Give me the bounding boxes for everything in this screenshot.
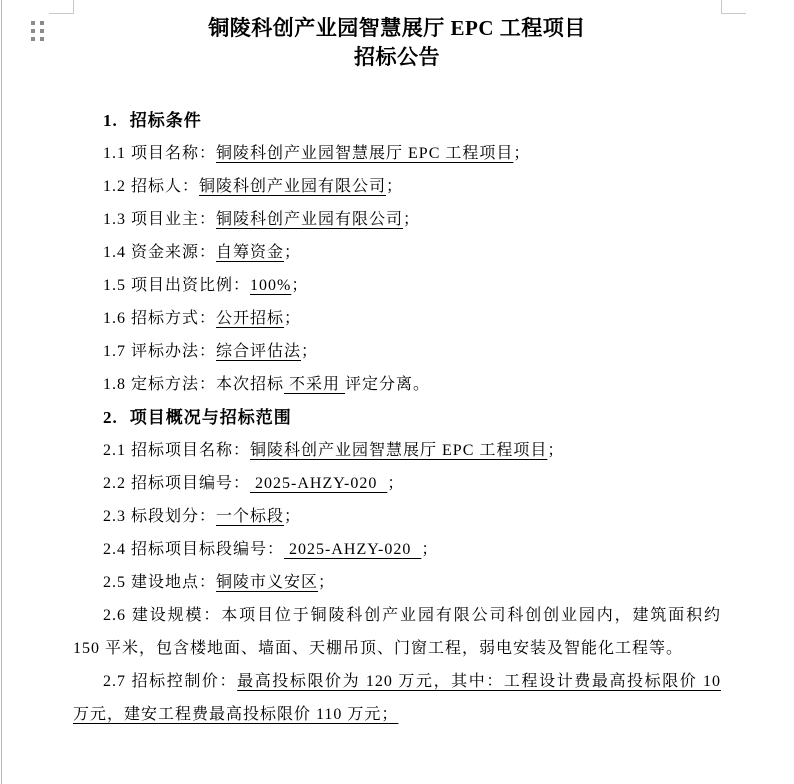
item-label: 1.8 定标方法：本次招标 <box>103 376 285 393</box>
drag-handle-icon[interactable] <box>31 21 44 41</box>
paragraph-1-4 <box>73 236 721 269</box>
item-suffix: ； <box>421 541 439 558</box>
item-label: 1.2 招标人： <box>103 178 200 195</box>
item-label: 2.7 招标控制价： <box>103 673 238 690</box>
doc-body <box>73 104 721 731</box>
drag-handle-dot <box>40 37 44 41</box>
item-value-underlined: 铜陵市义安区 <box>216 574 319 591</box>
item-value-underlined: 2025-AHZY-020 <box>284 541 422 558</box>
section-number: 2. <box>103 408 118 427</box>
document-content <box>73 0 721 731</box>
paragraph-1-7 <box>73 335 721 368</box>
item-suffix: ； <box>284 310 302 327</box>
paragraph-2-5 <box>73 566 721 599</box>
item-label: 1.3 项目业主： <box>103 211 217 228</box>
item-label: 2.3 标段划分： <box>103 508 217 525</box>
doc-title <box>73 14 721 72</box>
item-value-underlined: 综合评估法 <box>216 343 302 360</box>
item-value-underlined: 自筹资金 <box>216 244 285 261</box>
item-label: 2.6 建设规模： <box>103 607 222 624</box>
item-label: 1.7 评标办法： <box>103 343 217 360</box>
item-suffix: 评定分离。 <box>345 376 431 393</box>
paragraph-2-2 <box>73 467 721 500</box>
section-1-heading <box>73 104 721 137</box>
item-label: 2.5 建设地点： <box>103 574 217 591</box>
item-suffix: ； <box>403 211 421 228</box>
item-label: 1.5 项目出资比例： <box>103 277 251 294</box>
paragraph-1-3 <box>73 203 721 236</box>
paragraph-2-3 <box>73 500 721 533</box>
item-suffix: ； <box>284 244 302 261</box>
paragraph-1-5 <box>73 269 721 302</box>
item-value-underlined: 铜陵科创产业园有限公司 <box>216 211 404 228</box>
drag-handle-dot <box>40 29 44 33</box>
section-number: 1. <box>103 111 118 130</box>
doc-title-line1: 铜陵科创产业园智慧展厅 EPC 工程项目 <box>208 16 586 40</box>
item-suffix: ； <box>291 277 309 294</box>
paragraph-1-2 <box>73 170 721 203</box>
item-suffix: ； <box>547 442 565 459</box>
section-heading-text: 招标条件 <box>129 111 202 130</box>
item-value-underlined: 铜陵科创产业园智慧展厅 EPC 工程项目 <box>250 442 548 459</box>
drag-handle-dot <box>31 37 35 41</box>
item-value-underlined: 2025-AHZY-020 <box>250 475 388 492</box>
item-suffix: ； <box>513 145 531 162</box>
item-body-text: 本项目位于铜陵科创产业园有限公司科创创业园内，建筑面积约 150 平米，包含楼地面、墙面、天棚吊顶、门窗工程，弱电安装及智能化工程等。 <box>73 607 721 657</box>
item-label: 1.1 项目名称： <box>103 145 217 162</box>
item-value-underlined: 公开招标 <box>216 310 285 327</box>
item-label: 2.2 招标项目编号： <box>103 475 251 492</box>
item-suffix: ； <box>387 475 405 492</box>
drag-handle-dot <box>31 21 35 25</box>
drag-handle-dot <box>31 29 35 33</box>
text-boundary-mark-top-right <box>721 0 746 14</box>
item-suffix: ； <box>318 574 336 591</box>
item-suffix: ； <box>301 343 319 360</box>
paragraph-2-6 <box>73 599 721 665</box>
paragraph-2-7 <box>73 665 721 731</box>
item-label: 2.1 招标项目名称： <box>103 442 251 459</box>
item-suffix: ； <box>284 508 302 525</box>
item-suffix: ； <box>386 178 404 195</box>
paragraph-2-4 <box>73 533 721 566</box>
item-label: 1.6 招标方式： <box>103 310 217 327</box>
text-boundary-mark-top-left <box>49 0 74 14</box>
section-heading-text: 项目概况与招标范围 <box>129 408 292 427</box>
item-label: 1.4 资金来源： <box>103 244 217 261</box>
item-value-underlined: 铜陵科创产业园有限公司 <box>199 178 387 195</box>
section-2-heading <box>73 401 721 434</box>
item-value-underlined: 100% <box>250 277 292 294</box>
paragraph-1-6 <box>73 302 721 335</box>
item-value-underlined: 最高投标限价为 120 万元，其中：工程设计费最高投标限价 10 万元，建安工程费最高投标限价 110 万元； <box>73 673 721 723</box>
drag-handle-dot <box>40 21 44 25</box>
paragraph-2-1 <box>73 434 721 467</box>
paragraph-1-1 <box>73 137 721 170</box>
page-edge-line <box>1 0 2 784</box>
item-value-underlined: 铜陵科创产业园智慧展厅 EPC 工程项目 <box>216 145 514 162</box>
doc-title-line2: 招标公告 <box>354 45 440 69</box>
item-value-underlined: 不采用 <box>284 376 346 393</box>
paragraph-1-8 <box>73 368 721 401</box>
item-label: 2.4 招标项目标段编号： <box>103 541 285 558</box>
item-value-underlined: 一个标段 <box>216 508 285 525</box>
